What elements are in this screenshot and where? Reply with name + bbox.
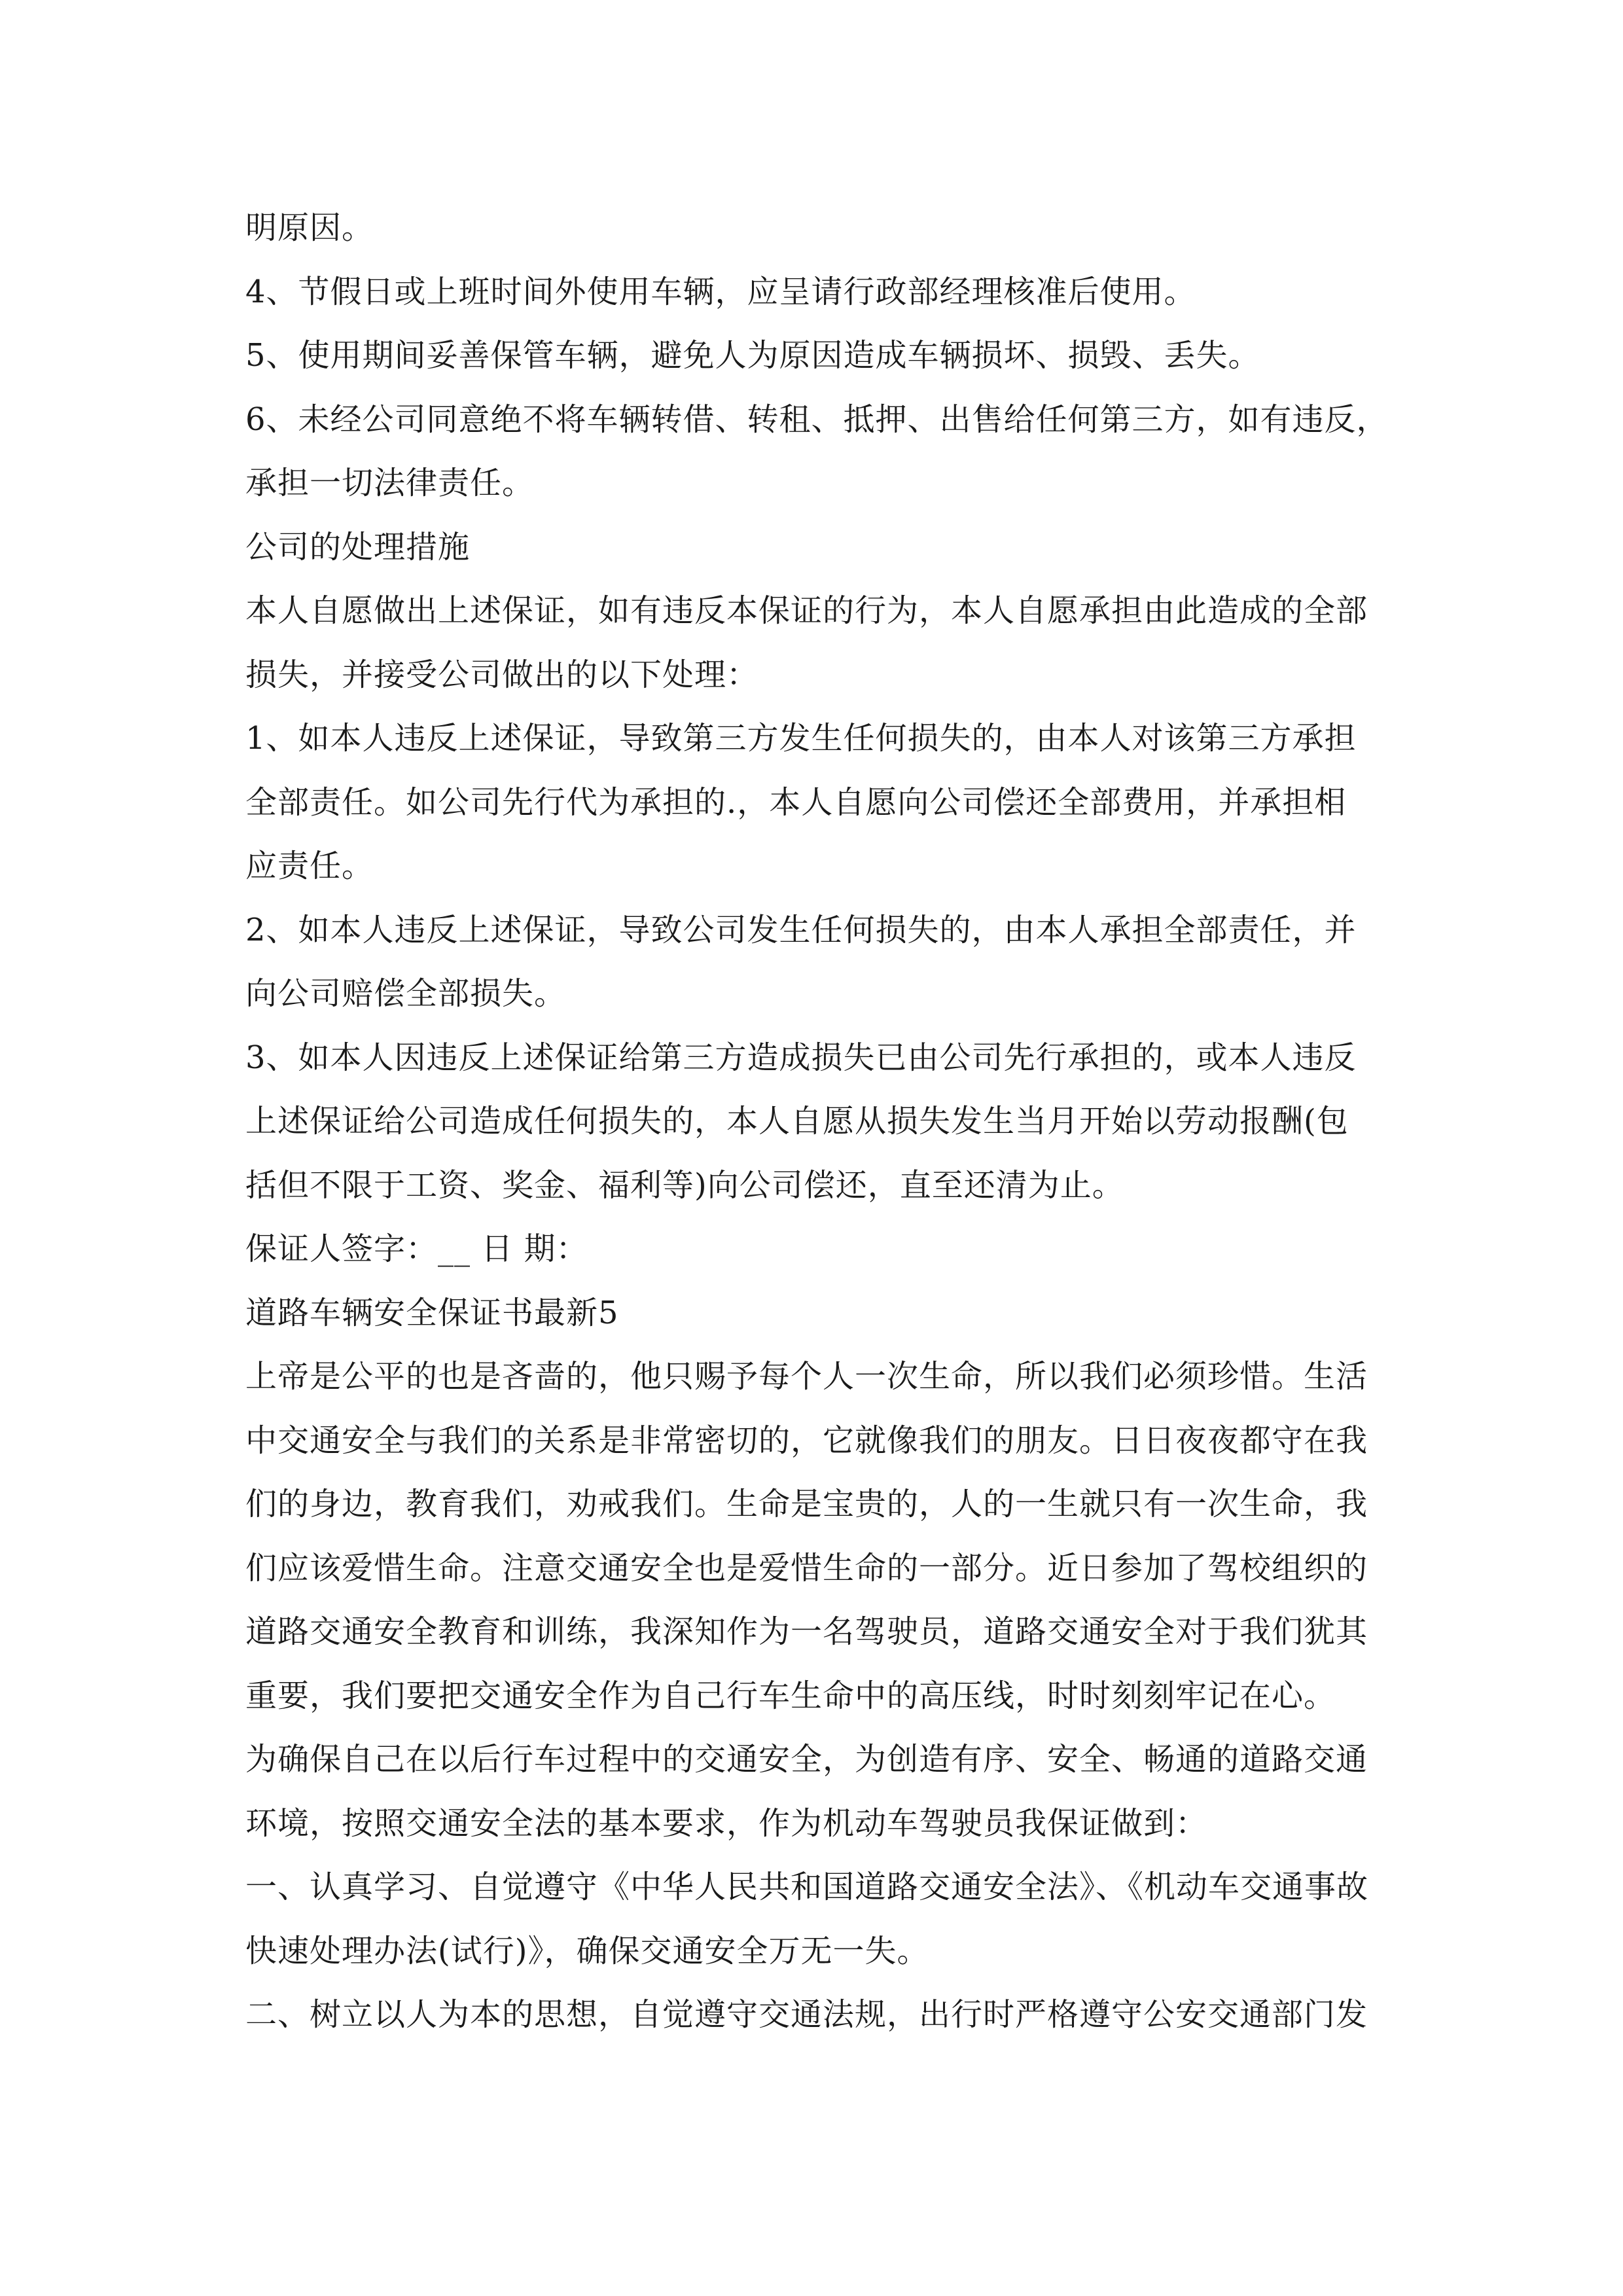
text-line: 快速处理办法(试行)》，确保交通安全万无一失。 [245, 1932, 929, 1969]
text-line: 括但不限于工资、奖金、福利等)向公司偿还，直至还清为止。 [245, 1166, 1124, 1204]
signature-line: 保证人签字：__ 日 期： [245, 1230, 588, 1267]
text-line: 上帝是公平的也是吝啬的，他只赐予每个人一次生命，所以我们必须珍惜。生活 [245, 1358, 1368, 1395]
text-line: 们应该爱惜生命。注意交通安全也是爱惜生命的一部分。近日参加了驾校组织的 [245, 1549, 1368, 1587]
text-line: 承担一切法律责任。 [245, 465, 535, 501]
text-line: 全部责任。如公司先行代为承担的.，本人自愿向公司偿还全部费用，并承担相 [245, 783, 1347, 821]
text-line: 明原因。 [245, 209, 374, 246]
text-line: 一、认真学习、自觉遵守《中华人民共和国道路交通安全法》、《机动车交通事故 [245, 1869, 1369, 1905]
text-line: 向公司赔偿全部损失。 [245, 975, 567, 1012]
document-body [245, 196, 1389, 2047]
text-line: 环境，按照交通安全法的基本要求，作为机动车驾驶员我保证做到： [245, 1804, 1208, 1842]
text-line: 重要，我们要把交通安全作为自己行车生命中的高压线，时时刻刻牢记在心。 [245, 1677, 1336, 1714]
section-heading: 公司的处理措施 [245, 528, 471, 565]
text-line: 道路交通安全教育和训练，我深知作为一名驾驶员，道路交通安全对于我们犹其 [245, 1613, 1368, 1650]
text-line: 损失，并接受公司做出的以下处理： [245, 656, 759, 693]
text-line: 上述保证给公司造成任何损失的，本人自愿从损失发生当月开始以劳动报酬(包 [245, 1103, 1349, 1139]
text-line: 中交通安全与我们的关系是非常密切的，它就像我们的朋友。日日夜夜都守在我 [245, 1422, 1368, 1459]
text-line: 4、节假日或上班时间外使用车辆，应呈请行政部经理核准后使用。 [245, 273, 1196, 310]
text-line: 应责任。 [245, 848, 374, 884]
text-line: 为确保自己在以后行车过程中的交通安全，为创造有序、安全、畅通的道路交通 [245, 1741, 1368, 1778]
section-title: 道路车辆安全保证书最新5 [245, 1294, 619, 1331]
text-line: 二、树立以人为本的思想，自觉遵守交通法规，出行时严格遵守公安交通部门发 [245, 1996, 1368, 2033]
text-line: 本人自愿做出上述保证，如有违反本保证的行为，本人自愿承担由此造成的全部 [245, 592, 1368, 629]
text-line: 1、如本人违反上述保证，导致第三方发生任何损失的，由本人对该第三方承担 [245, 720, 1357, 757]
text-line: 2、如本人违反上述保证，导致公司发生任何损失的，由本人承担全部责任，并 [245, 911, 1357, 948]
text-line: 3、如本人因违反上述保证给第三方造成损失已由公司先行承担的，或本人违反 [245, 1039, 1357, 1076]
text-line: 6、未经公司同意绝不将车辆转借、转租、抵押、出售给任何第三方，如有违反， [245, 401, 1389, 438]
text-line: 5、使用期间妥善保管车辆，避免人为原因造成车辆损坏、损毁、丢失。 [245, 337, 1260, 374]
text-line: 们的身边，教育我们，劝戒我们。生命是宝贵的，人的一生就只有一次生命，我 [245, 1486, 1368, 1522]
